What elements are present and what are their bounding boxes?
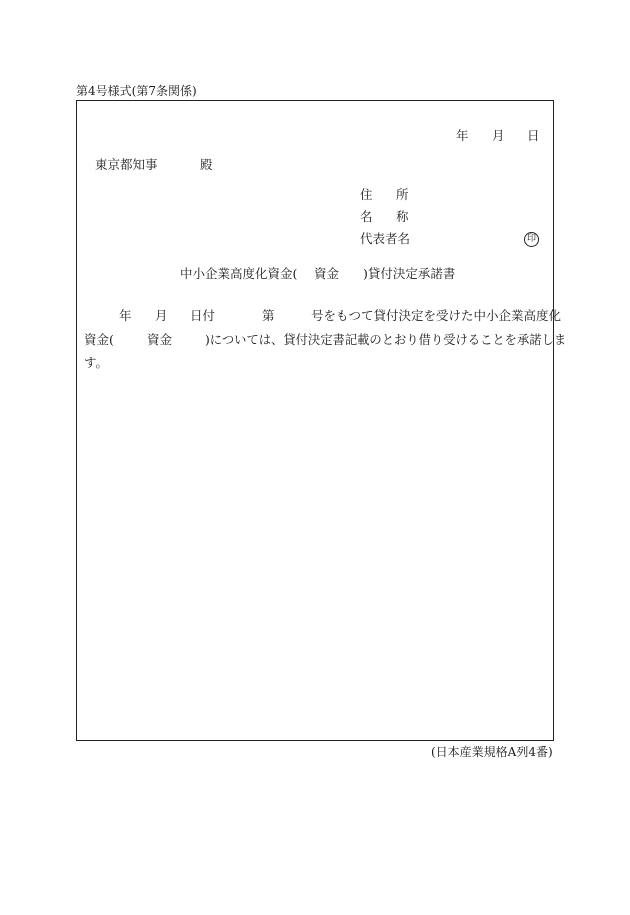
body-line3: す。 [84, 355, 109, 370]
body-line1-rest: 号をもつて貸付決定を受けた中小企業高度化 [311, 308, 562, 323]
body-day: 日付 [190, 308, 216, 323]
body-year: 年 [119, 308, 132, 323]
body-month: 月 [155, 308, 168, 323]
seal-mark: 印 [524, 232, 539, 247]
date-year-label: 年 [456, 128, 469, 143]
body-line2-prefix: 資金( [84, 332, 114, 347]
addressee-honorific: 殿 [200, 157, 213, 172]
title-suffix: )貸付決定承諾書 [363, 266, 456, 281]
address-label-1: 住 [360, 187, 373, 202]
address-label-2: 所 [396, 187, 409, 202]
body-no: 第 [262, 308, 275, 323]
paper-size-note: (日本産業規格A列4番) [431, 745, 553, 759]
date-day-label: 日 [527, 128, 540, 143]
addressee-name: 東京都知事 [95, 157, 158, 172]
representative-label: 代表者名 [360, 231, 411, 246]
date-month-label: 月 [492, 128, 505, 143]
form-frame [76, 100, 554, 741]
form-number: 第4号様式(第7条関係) [76, 84, 197, 98]
name-label-1: 名 [360, 209, 373, 224]
title-prefix: 中小企業高度化資金( [180, 266, 298, 281]
body-line2-middle: 資金 [147, 332, 173, 347]
body-line2-rest: )については、貸付決定書記載のとおり借り受けることを承諾しま [205, 333, 567, 347]
name-label-2: 称 [396, 209, 409, 224]
title-middle: 資金 [314, 266, 340, 281]
